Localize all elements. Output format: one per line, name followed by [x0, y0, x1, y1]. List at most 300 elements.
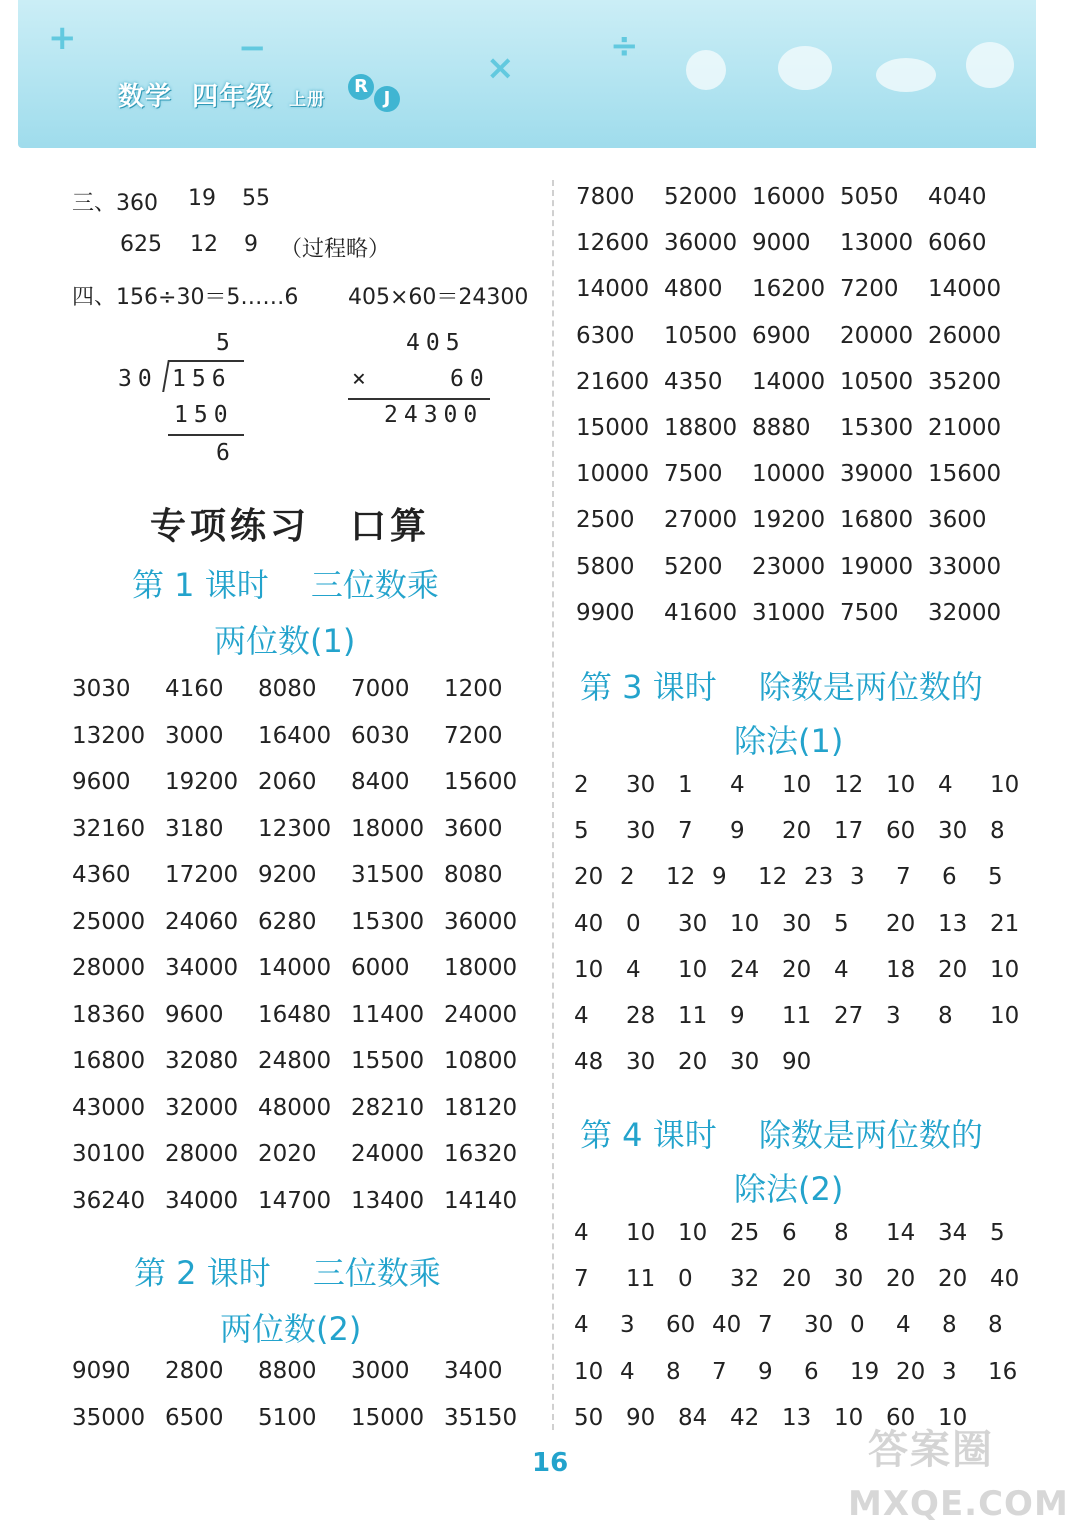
answer-value: 27 — [834, 1003, 864, 1029]
answer-value: 36240 — [72, 1187, 146, 1214]
answer-value: 7800 — [576, 184, 635, 210]
answer-value: 15500 — [351, 1048, 425, 1074]
answer-value: 2 — [574, 772, 589, 798]
answer-value: 4 — [574, 1220, 589, 1246]
answer-value: 10500 — [664, 322, 738, 349]
answer-value: 13 — [938, 910, 968, 937]
lesson4-subtitle: 除法(2) — [734, 1170, 844, 1208]
answer-value: 8800 — [258, 1358, 317, 1384]
answer-value: 25000 — [72, 908, 146, 935]
answer-value: 9900 — [576, 599, 635, 626]
answer-row — [576, 461, 1026, 491]
answer-value: 5200 — [664, 553, 723, 580]
logo-letter-j: J — [374, 86, 400, 112]
division-divisor: 30 — [118, 366, 158, 392]
answer-value: 9 — [730, 818, 745, 845]
part4-label: 四、 — [72, 285, 117, 310]
answer-value: 9 — [758, 1358, 773, 1385]
answer-value: 10 — [990, 956, 1020, 983]
answer-value: 3030 — [72, 676, 131, 702]
answer-value: 30 — [834, 1266, 864, 1293]
multiplication-equation: 405×60＝24300 — [348, 285, 529, 310]
answer-row — [72, 676, 542, 706]
answer-value: 9090 — [72, 1358, 131, 1384]
answer-value: 14700 — [258, 1187, 332, 1214]
answer-value: 4 — [896, 1312, 911, 1339]
answer-value: 7 — [678, 818, 693, 845]
answer-value: 20 — [938, 956, 968, 983]
answer-value: 10 — [574, 1358, 604, 1385]
answer-value: 14000 — [576, 276, 650, 303]
answer-value: 14140 — [444, 1187, 518, 1214]
answer-value: 17 — [834, 818, 864, 845]
answer-row — [72, 955, 542, 985]
answer-value: 34000 — [165, 1187, 239, 1214]
answer-value: 32000 — [165, 1094, 239, 1121]
answer-value: 15600 — [444, 769, 518, 795]
answer-value: 1 — [678, 772, 693, 798]
answer-value: 20 — [574, 864, 604, 891]
answer-value: 20 — [886, 1266, 916, 1293]
answer-value: 15000 — [576, 415, 650, 441]
answer-value: 36000 — [664, 230, 738, 257]
answer-value: 16400 — [258, 722, 332, 749]
header-title — [118, 76, 325, 113]
answer-value: 18000 — [444, 955, 518, 981]
answer-value: 0 — [850, 1312, 865, 1339]
answer-value: 6300 — [576, 322, 635, 349]
answer-value: 6000 — [351, 955, 410, 981]
edition-logo — [344, 68, 412, 114]
answer-value: 16480 — [258, 1001, 332, 1028]
answer-value: 84 — [678, 1404, 708, 1431]
answer-value: 3000 — [165, 722, 224, 749]
answer-row — [72, 1048, 542, 1078]
answer-row — [576, 415, 1026, 445]
answer-value: 12600 — [576, 230, 650, 257]
answer-value: 42 — [730, 1404, 760, 1431]
answer-value: 8080 — [258, 676, 317, 702]
answer-value: 5 — [990, 1220, 1005, 1246]
column-divider — [552, 180, 554, 1430]
answer-value: 7 — [758, 1312, 773, 1339]
answer-row — [574, 772, 1024, 802]
division-dividend: 156 — [172, 366, 232, 392]
answer: 9 — [244, 232, 258, 257]
answer-value: 8400 — [351, 769, 410, 795]
division-quotient: 5 — [216, 330, 236, 356]
watermark-logo: 答案圈 — [868, 1427, 994, 1473]
answer-value: 4 — [626, 956, 641, 983]
answer-value: 9000 — [752, 230, 811, 257]
answer-value: 40 — [990, 1266, 1020, 1293]
answer-value: 7 — [574, 1266, 589, 1293]
answer-value: 18120 — [444, 1094, 518, 1121]
answer-value: 8 — [942, 1312, 957, 1339]
division-bracket-top — [168, 360, 244, 362]
answer-value: 3600 — [928, 507, 987, 534]
division-bracket-side — [162, 360, 170, 392]
plus-decoration: + — [48, 18, 77, 58]
answer-value: 3000 — [351, 1358, 410, 1384]
answer-row — [72, 1095, 542, 1125]
part4-equations — [72, 280, 298, 311]
minus-decoration: − — [238, 28, 267, 68]
answer-value: 19200 — [752, 507, 826, 534]
answer-value: 32160 — [72, 815, 146, 842]
answer-row — [72, 909, 542, 939]
subject: 数学 — [118, 82, 173, 112]
answer-value: 13000 — [840, 230, 914, 257]
answer-value: 28000 — [165, 1141, 239, 1167]
mult-top: 405 — [406, 330, 466, 356]
answer-value: 16800 — [840, 507, 914, 534]
answer-value: 60 — [886, 1404, 916, 1431]
answer-value: 48000 — [258, 1094, 332, 1121]
answer-value: 15000 — [351, 1404, 425, 1431]
answer-value: 36000 — [444, 908, 518, 935]
answer-row — [576, 600, 1026, 630]
answer-value: 4 — [938, 772, 953, 798]
answer-value: 24 — [730, 956, 760, 983]
answer-value: 19000 — [840, 553, 914, 580]
answer-value: 31500 — [351, 862, 425, 888]
answer-value: 8 — [666, 1358, 681, 1385]
answer-value: 43000 — [72, 1094, 146, 1121]
answer-value: 15600 — [928, 461, 1002, 488]
answer-value: 20 — [938, 1266, 968, 1293]
answer-value: 14000 — [258, 955, 332, 981]
answer-value: 16800 — [72, 1048, 146, 1074]
answer-row — [576, 230, 1026, 260]
answer-value: 28000 — [72, 955, 146, 981]
answer-value: 16 — [988, 1358, 1018, 1385]
answer-value: 11400 — [351, 1001, 425, 1028]
answer-row — [576, 184, 1026, 214]
answer-value: 20 — [782, 956, 812, 983]
answer-row — [574, 957, 1024, 987]
answer-value: 50 — [574, 1404, 604, 1431]
header-banner — [18, 0, 1036, 148]
answer-value: 16000 — [752, 184, 826, 210]
answer-value: 3180 — [165, 815, 224, 842]
answer-row — [574, 1003, 1024, 1033]
answer-value: 5 — [988, 864, 1003, 891]
answer-value: 7500 — [840, 599, 899, 626]
answer-value: 4 — [730, 772, 745, 798]
answer-value: 30100 — [72, 1141, 146, 1167]
answer-value: 21600 — [576, 368, 650, 395]
answer-value: 6 — [782, 1220, 797, 1246]
answer-value: 13400 — [351, 1187, 425, 1214]
answer-value: 2060 — [258, 769, 317, 795]
answer-value: 5 — [834, 910, 849, 937]
answer-value: 6900 — [752, 322, 811, 349]
answer-value: 6 — [804, 1358, 819, 1385]
cloud-decoration — [876, 58, 936, 92]
answer-value: 34 — [938, 1220, 968, 1246]
answer-value: 6030 — [351, 722, 410, 749]
answer-row — [574, 818, 1024, 848]
answer-value: 18360 — [72, 1001, 146, 1028]
answer-value: 6 — [942, 864, 957, 891]
answer-value: 10000 — [752, 461, 826, 488]
answer-value: 24060 — [165, 908, 239, 935]
answer-value: 12 — [758, 864, 788, 891]
answer-value: 10 — [678, 956, 708, 983]
answer-value: 41600 — [664, 599, 738, 626]
cloud-decoration — [686, 50, 726, 90]
answer-value: 12300 — [258, 815, 332, 842]
answer-value: 33000 — [928, 553, 1002, 580]
answer-value: 3400 — [444, 1358, 503, 1384]
answer-value: 10 — [730, 910, 760, 937]
answer-value: 35000 — [72, 1404, 146, 1431]
answer-value: 4 — [620, 1358, 635, 1385]
answer-value: 20 — [886, 910, 916, 937]
lesson2-title: 第 2 课时 三位数乘 — [134, 1254, 441, 1292]
answer-value: 18800 — [664, 415, 738, 441]
part3-row1 — [72, 186, 270, 217]
answer-value: 10500 — [840, 368, 914, 395]
answer-value: 7 — [896, 864, 911, 891]
watermark-site: MXQE.COM — [848, 1484, 1069, 1524]
answer-row — [72, 1358, 542, 1388]
answer-value: 10 — [782, 772, 812, 798]
logo-letter-r: R — [348, 74, 374, 100]
answer-value: 8080 — [444, 862, 503, 888]
answer-value: 30 — [938, 818, 968, 845]
answer-value: 9200 — [258, 862, 317, 888]
answer-value: 40 — [712, 1312, 742, 1339]
answer-value: 9600 — [72, 769, 131, 795]
answer-value: 21 — [990, 910, 1020, 937]
answer-value: 0 — [678, 1266, 693, 1293]
answer-value: 13 — [782, 1404, 812, 1431]
answer-value: 10800 — [444, 1048, 518, 1074]
answer-value: 9600 — [165, 1001, 224, 1028]
answer-value: 2800 — [165, 1358, 224, 1384]
answer-value: 35150 — [444, 1404, 518, 1431]
answer-value: 2 — [620, 864, 635, 891]
answer-value: 3 — [886, 1003, 901, 1029]
grade: 四年级 — [192, 82, 274, 112]
answer: 360 — [116, 191, 159, 216]
answer-value: 4 — [574, 1003, 589, 1029]
answer-value: 35200 — [928, 368, 1002, 395]
answer-value: 40 — [574, 910, 604, 937]
answer-value: 7000 — [351, 676, 410, 702]
answer-value: 24800 — [258, 1048, 332, 1074]
note: （过程略） — [280, 237, 391, 262]
answer-value: 12 — [666, 864, 696, 891]
answer-value: 10 — [678, 1220, 708, 1246]
answer-value: 30 — [730, 1049, 760, 1076]
answer-row — [72, 862, 542, 892]
volume: 上册 — [289, 90, 326, 110]
answer-value: 3 — [620, 1312, 635, 1339]
answer-value: 30 — [678, 910, 708, 937]
answer-value: 32000 — [928, 599, 1002, 626]
lesson3-title: 第 3 课时 除数是两位数的 — [580, 668, 983, 706]
answer-row — [576, 554, 1026, 584]
division-equation: 156÷30＝5……6 — [116, 285, 299, 310]
answer-value: 20 — [896, 1358, 926, 1385]
answer-value: 0 — [626, 910, 641, 937]
answer-value: 11 — [626, 1266, 656, 1293]
answer: 625 — [120, 232, 162, 257]
answer-value: 20000 — [840, 322, 914, 349]
answer-row — [574, 1359, 1024, 1389]
lesson2-subtitle: 两位数(2) — [220, 1310, 362, 1348]
answer-value: 10 — [834, 1404, 864, 1431]
answer-value: 60 — [886, 818, 916, 845]
answer-value: 11 — [782, 1003, 812, 1029]
answer-value: 28 — [626, 1003, 656, 1029]
answer-value: 7500 — [664, 461, 723, 488]
answer-value: 30 — [782, 910, 812, 937]
answer-value: 8 — [834, 1220, 849, 1246]
mult-result: 24300 — [384, 402, 484, 428]
answer-value: 8 — [988, 1312, 1003, 1339]
answer-value: 12 — [834, 772, 864, 798]
answer-row — [576, 369, 1026, 399]
answer-value: 7200 — [444, 722, 503, 749]
answer-row — [574, 1049, 1024, 1079]
division-product: 150 — [174, 402, 234, 428]
answer-value: 1200 — [444, 676, 503, 702]
answer-value: 11 — [678, 1003, 708, 1029]
answer-row — [72, 1141, 542, 1171]
answer-value: 5 — [574, 818, 589, 845]
part3-row2 — [120, 232, 420, 262]
answer-value: 6500 — [165, 1404, 224, 1431]
answer-value: 10 — [886, 772, 916, 798]
answer-value: 15300 — [351, 908, 425, 935]
times-decoration: × — [486, 48, 515, 88]
answer-value: 20 — [678, 1049, 708, 1076]
cloud-decoration — [778, 46, 832, 90]
answer-value: 30 — [804, 1312, 834, 1339]
answer-value: 48 — [574, 1049, 604, 1076]
answer-value: 20 — [782, 1266, 812, 1293]
answer-value: 23000 — [752, 553, 826, 580]
part3-label: 三、 — [72, 191, 117, 216]
answer-value: 3 — [942, 1358, 957, 1385]
answer-row — [576, 276, 1026, 306]
answer-value: 16200 — [752, 276, 826, 303]
answer-row — [574, 864, 1024, 894]
answer-value: 6280 — [258, 908, 317, 935]
answer-value: 4 — [574, 1312, 589, 1339]
answer-value: 4160 — [165, 676, 224, 702]
answer: 19 — [188, 186, 216, 211]
answer-value: 3 — [850, 864, 865, 891]
answer-value: 34000 — [165, 955, 239, 981]
answer-value: 15300 — [840, 415, 914, 441]
answer-value: 24000 — [351, 1141, 425, 1167]
answer-value: 52000 — [664, 184, 738, 210]
answer-value: 90 — [782, 1049, 812, 1076]
answer-row — [574, 1220, 1024, 1250]
answer-value: 18000 — [351, 815, 425, 842]
answer-value: 4350 — [664, 368, 723, 395]
lesson3-subtitle: 除法(1) — [734, 722, 844, 760]
answer-row — [72, 1002, 542, 1032]
answer-value: 32080 — [165, 1048, 239, 1074]
answer-value: 5050 — [840, 184, 899, 210]
answer-value: 10 — [990, 772, 1020, 798]
lesson4-title: 第 4 课时 除数是两位数的 — [580, 1116, 983, 1154]
section-title: 专项练习 口算 — [150, 506, 431, 547]
answer-value: 23 — [804, 864, 834, 891]
answer-row — [72, 1188, 542, 1218]
answer-value: 30 — [626, 772, 656, 798]
answer-value: 32 — [730, 1266, 760, 1293]
answer-value: 10000 — [576, 461, 650, 488]
answer-row — [72, 723, 542, 753]
answer-value: 28210 — [351, 1094, 425, 1121]
answer-value: 14000 — [928, 276, 1002, 303]
answer-row — [72, 1405, 542, 1435]
answer-value: 27000 — [664, 507, 738, 534]
answer-value: 4 — [834, 956, 849, 983]
answer-value: 5800 — [576, 553, 635, 580]
answer-value: 6060 — [928, 230, 987, 257]
answer-value: 10 — [574, 956, 604, 983]
answer-value: 26000 — [928, 322, 1002, 349]
answer-value: 24000 — [444, 1001, 518, 1028]
division-remainder: 6 — [216, 440, 236, 466]
page-number: 16 — [532, 1448, 569, 1478]
answer-value: 21000 — [928, 415, 1002, 441]
division-line — [168, 434, 244, 436]
answer-row — [576, 323, 1026, 353]
answer-value: 14 — [886, 1220, 916, 1246]
answer-value: 25 — [730, 1220, 760, 1246]
answer-value: 39000 — [840, 461, 914, 488]
answer-value: 16320 — [444, 1141, 518, 1167]
divide-decoration: ÷ — [610, 26, 639, 66]
answer-value: 9 — [730, 1003, 745, 1029]
answer-value: 3600 — [444, 815, 503, 842]
mult-line — [348, 398, 490, 400]
answer-value: 19200 — [165, 769, 239, 795]
answer-row — [574, 1312, 1024, 1342]
answer-value: 30 — [626, 1049, 656, 1076]
answer-value: 17200 — [165, 862, 239, 888]
mult-operator: × — [352, 366, 372, 392]
answer-value: 4360 — [72, 862, 131, 888]
answer-value: 9 — [712, 864, 727, 891]
answer-value: 90 — [626, 1404, 656, 1431]
watermark — [848, 1418, 1069, 1528]
answer-value: 20 — [782, 818, 812, 845]
answer-value: 10 — [938, 1404, 968, 1431]
answer-row — [72, 816, 542, 846]
answer-value: 8 — [990, 818, 1005, 845]
answer-row — [574, 911, 1024, 941]
answer-value: 60 — [666, 1312, 696, 1339]
lesson1-subtitle: 两位数(1) — [214, 622, 356, 660]
answer-value: 2500 — [576, 507, 635, 534]
answer-value: 2020 — [258, 1141, 317, 1167]
answer-row — [576, 507, 1026, 537]
answer-row — [574, 1266, 1024, 1296]
lesson1-title: 第 1 课时 三位数乘 — [132, 566, 439, 604]
mult-bottom: 60 — [450, 366, 490, 392]
answer-value: 13200 — [72, 722, 146, 749]
